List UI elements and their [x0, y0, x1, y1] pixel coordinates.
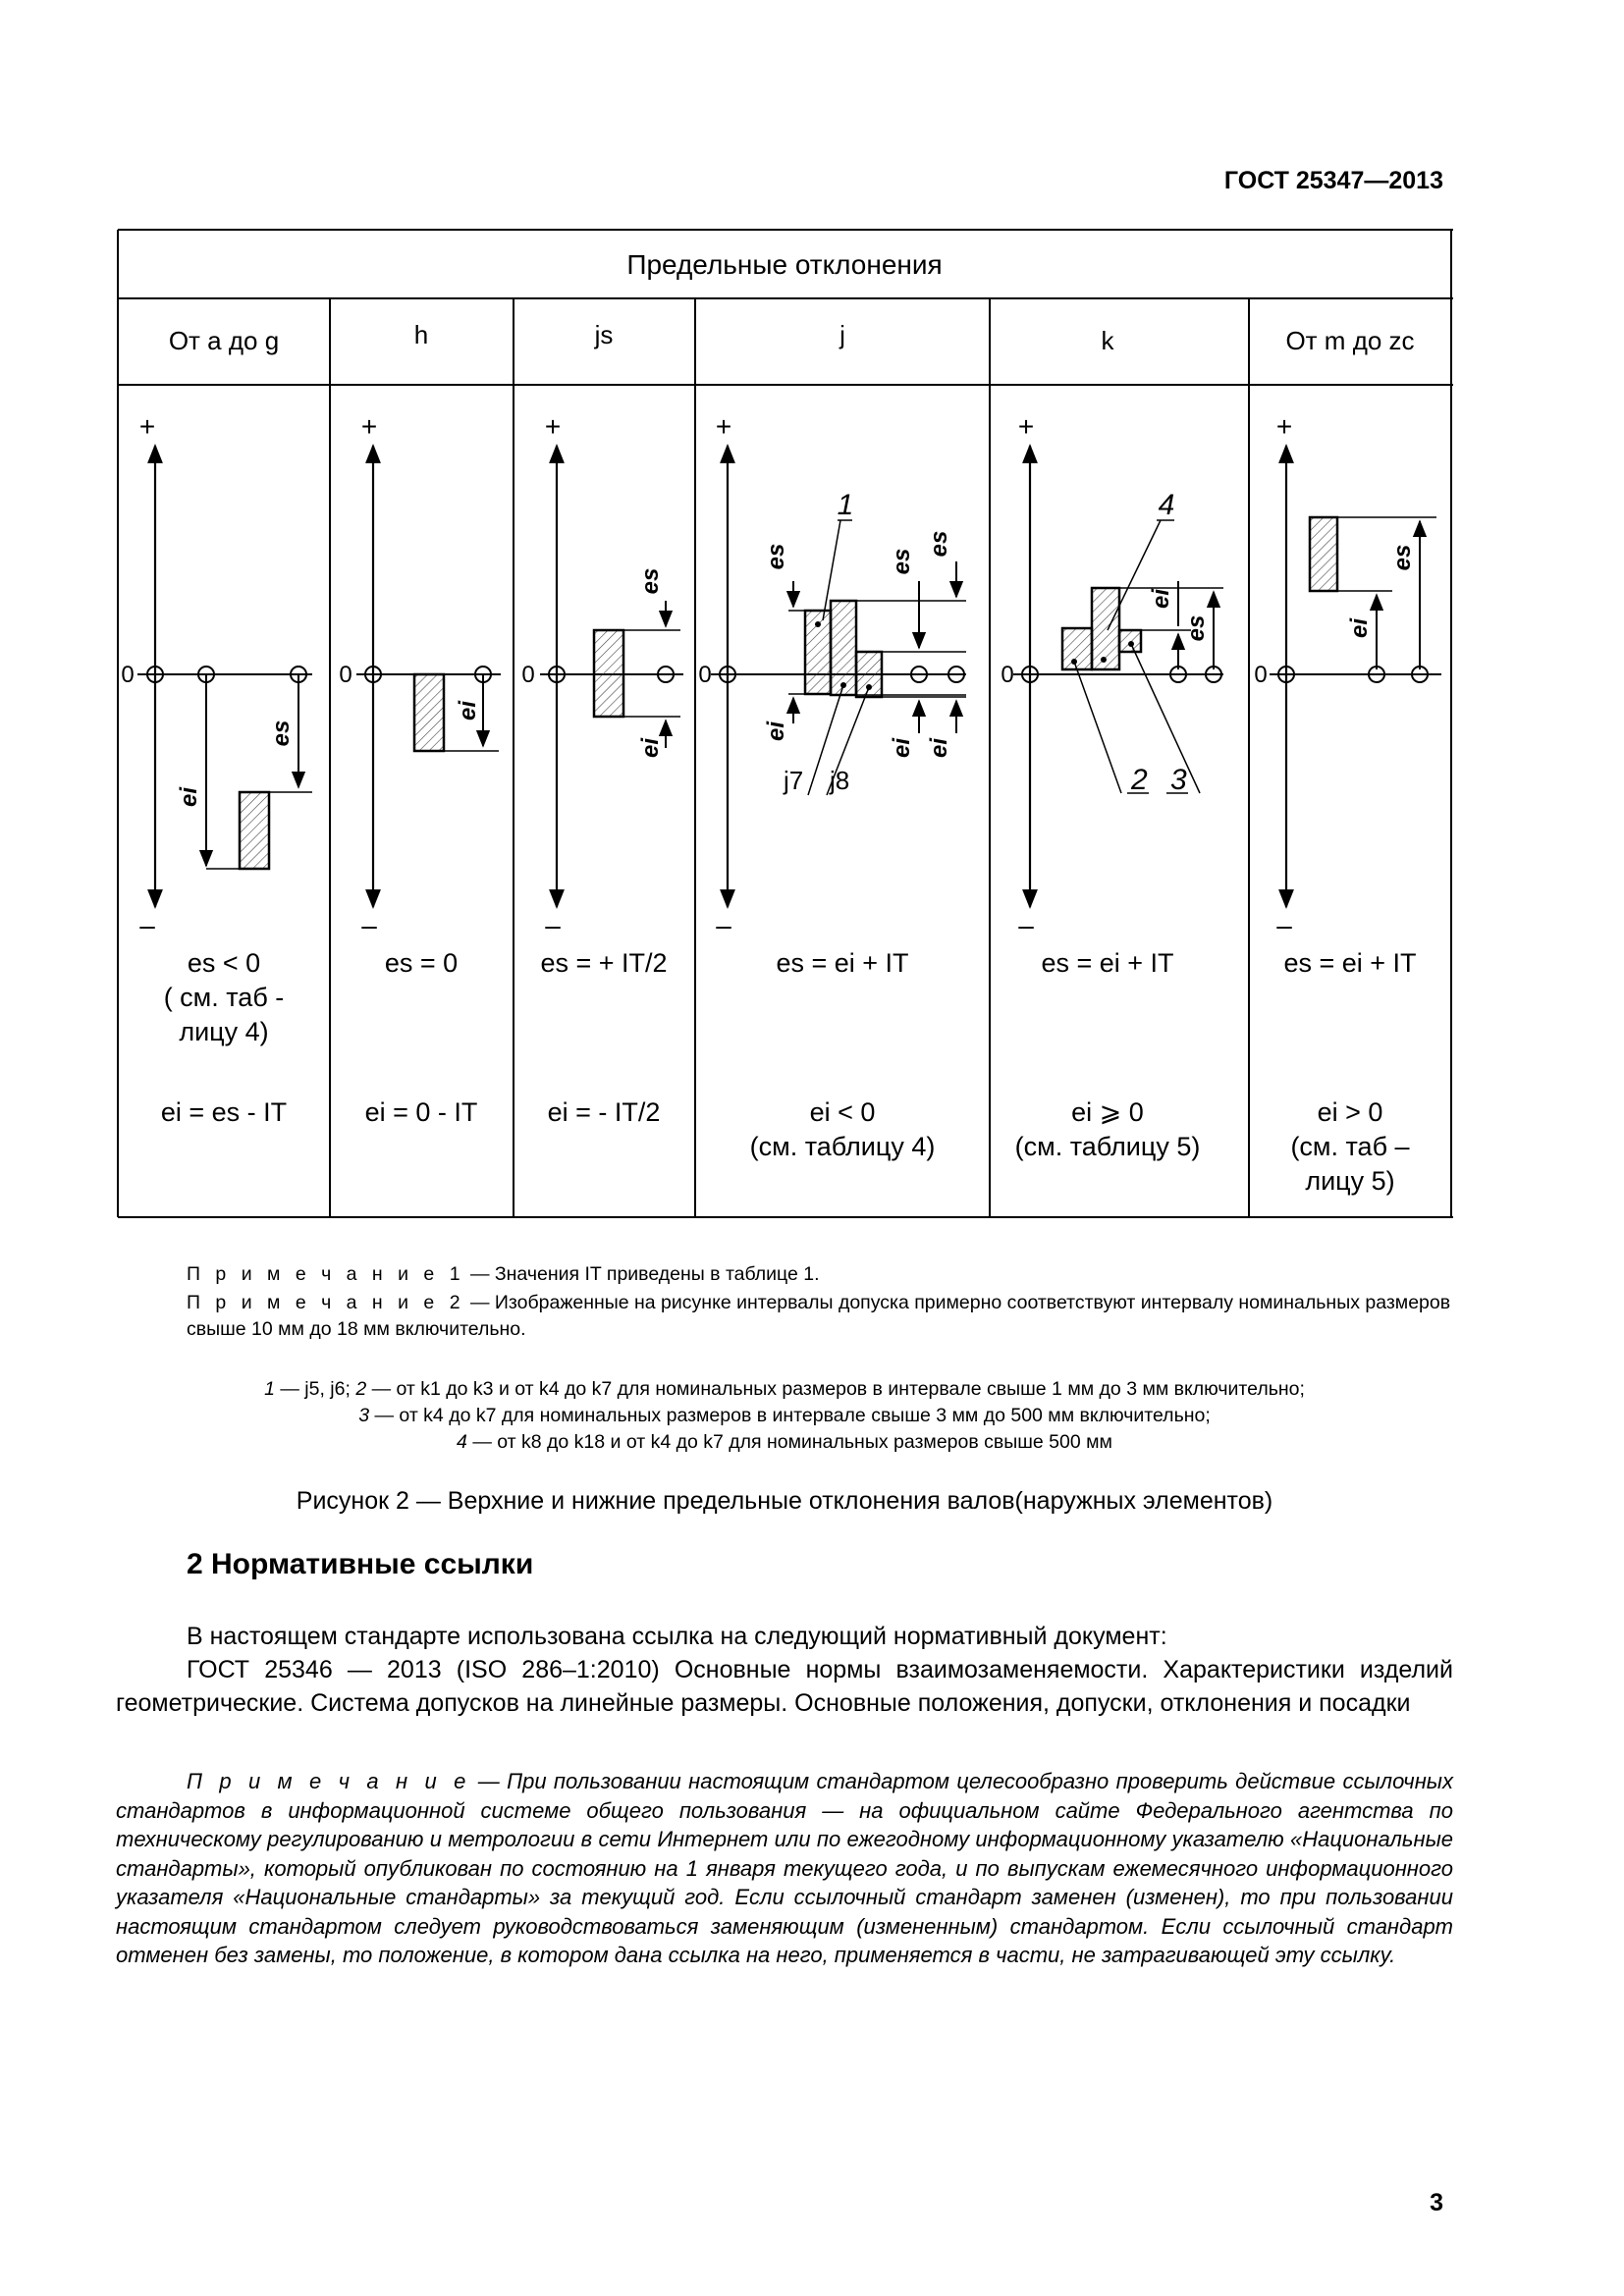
body-paragraph: В настоящем стандарте использована ссылка на следующий нормативный документ:: [187, 1623, 1167, 1650]
zero-label: 0: [121, 662, 135, 688]
formula-es-a-g-note2: лицу 4): [179, 1017, 269, 1046]
diagram-a-g: [121, 411, 312, 940]
note-text: — Значения IT приведены в таблице 1.: [464, 1263, 820, 1285]
diagram-h: [339, 411, 501, 940]
formula-ei-m-zc-note1: (см. таб –: [1290, 1132, 1410, 1161]
label-j7: j7: [784, 766, 804, 795]
zero-label: 0: [521, 662, 535, 688]
ei-label: ei: [637, 737, 664, 759]
legend-text: — от k4 до k7 для номинальных размеров в интервале свыше 3 мм до 500 мм включительно;: [369, 1405, 1211, 1426]
legend-text: — от k8 до k18 и от k4 до k7 для номинальных размеров свыше 500 мм: [466, 1431, 1112, 1453]
formula-es-h: es = 0: [384, 948, 459, 978]
formula-ei-a-g: ei = es - IT: [160, 1097, 288, 1127]
legend-line: [116, 1376, 1453, 1403]
figure-caption: Рисунок 2 — Верхние и нижние предельные отклонения валов(наружных элементов): [296, 1487, 1273, 1515]
plus-sign: +: [360, 411, 378, 442]
diagram-m-zc: [1254, 411, 1441, 940]
legend-text: — от k1 до k3 и от k4 до k7 для номинальных размеров в интервале свыше 1 мм до 3 мм включительно;: [366, 1378, 1305, 1400]
plus-sign: +: [138, 411, 156, 442]
es-label: es: [763, 543, 789, 570]
ei-label: ei: [1346, 617, 1373, 639]
es-label: es: [889, 548, 915, 575]
formula-ei-m-zc: ei > 0: [1317, 1097, 1383, 1127]
col-header-k: k: [1101, 326, 1114, 355]
formula-ei-j-note: (см. таблицу 4): [749, 1132, 936, 1161]
figure-notes: [116, 1261, 1453, 1343]
plus-sign: +: [544, 411, 562, 442]
diagram-k: [1001, 411, 1223, 940]
es-label: es: [637, 567, 664, 595]
col-header-j: j: [839, 320, 845, 349]
note-1: [116, 1261, 1453, 1288]
legend-text: — j5, j6;: [274, 1378, 356, 1400]
legend-number: 3: [358, 1405, 370, 1426]
legend-number: 1: [264, 1378, 275, 1400]
legend-number: 2: [355, 1378, 367, 1400]
callout-3: 3: [1170, 764, 1187, 796]
reference-note: [116, 1767, 1453, 1970]
ei-label: ei: [176, 786, 202, 808]
ei-label: ei: [926, 737, 952, 759]
minus-sign: –: [545, 910, 561, 940]
es-label: es: [1183, 614, 1210, 642]
formula-ei-h: ei = 0 - IT: [364, 1097, 478, 1127]
note-2: [116, 1290, 1453, 1343]
col-header-m-zc: От m до zc: [1285, 326, 1415, 355]
plus-sign: +: [1017, 411, 1035, 442]
note-text: — При пользовании настоящим стандартом целесообразно проверить действие ссылочных стандартов в информационной системе общего пользования — на официальном сайте Федерального агентства по техническому регулированию и метрологии в сети Интернет или по ежегодному информационному указателю «Национальные стандарты», который опубликован по состоянию на 1 января текущего года, и по выпускам ежемесячного информационного указателя «Национальные стандарты» за текущий год. Если ссылочный стандарт заменен (изменен), то при пользовании настоящим стандартом следует руководствоваться заменяющим (измененным) стандартом. Если ссылочный стандарт отменен без замены, то положение, в котором дана ссылка на него, применяется в части, не затрагивающей эту ссылку.: [116, 1769, 1453, 1967]
deviations-diagram: [116, 228, 1453, 1219]
plus-sign: +: [715, 411, 732, 442]
formula-ei-m-zc-note2: лицу 5): [1305, 1166, 1395, 1196]
minus-sign: –: [139, 910, 155, 940]
document-code: ГОСТ 25347—2013: [1223, 167, 1443, 194]
formula-es-m-zc: es = ei + IT: [1283, 948, 1417, 978]
zero-label: 0: [1254, 662, 1268, 688]
section-body: [116, 1620, 1453, 1720]
col-header-js: js: [594, 320, 614, 349]
body-paragraph: ГОСТ 25346 — 2013 (ISO 286–1:2010) Основные нормы взаимозаменяемости. Характеристики изделий геометрические. Система допусков на линейные размеры. Основные положения, допуски, отклонения и посадки: [116, 1656, 1453, 1717]
formula-rows: [161, 948, 1417, 1196]
formula-es-a-g-note1: ( см. таб -: [163, 983, 285, 1012]
diagram-j: [698, 411, 966, 940]
col-header-h: h: [413, 320, 429, 349]
legend-line: [116, 1429, 1453, 1456]
diagram-js: [521, 411, 683, 940]
formula-es-a-g: es < 0: [187, 948, 261, 978]
ei-label: ei: [455, 700, 481, 721]
col-header-a-g: От a до g: [168, 326, 280, 355]
callout-1: 1: [837, 489, 854, 521]
note-label: П р и м е ч а н и е 1: [187, 1263, 465, 1285]
note-label: П р и м е ч а н и е: [187, 1769, 471, 1793]
zero-label: 0: [1001, 662, 1014, 688]
minus-sign: –: [1018, 910, 1034, 940]
es-label: es: [1389, 544, 1416, 571]
ei-label: ei: [889, 737, 915, 759]
callout-2: 2: [1131, 764, 1148, 796]
plus-sign: +: [1275, 411, 1293, 442]
formula-ei-k-note: (см. таблицу 5): [1014, 1132, 1201, 1161]
zero-label: 0: [698, 662, 712, 688]
ei-label: ei: [1148, 588, 1174, 610]
section-heading: 2 Нормативные ссылки: [187, 1548, 534, 1580]
deviations-figure: [116, 228, 1453, 1219]
callout-4: 4: [1158, 489, 1175, 521]
figure-legend: [116, 1376, 1453, 1456]
formula-es-j: es = ei + IT: [776, 948, 909, 978]
label-j8: j8: [830, 766, 850, 795]
legend-line: [116, 1403, 1453, 1429]
minus-sign: –: [1276, 910, 1292, 940]
zero-label: 0: [339, 662, 352, 688]
es-label: es: [268, 720, 295, 747]
formula-ei-js: ei = - IT/2: [547, 1097, 661, 1127]
minus-sign: –: [361, 910, 377, 940]
formula-ei-k: ei ⩾ 0: [1071, 1097, 1144, 1127]
formula-es-js: es = + IT/2: [540, 948, 668, 978]
page-number: 3: [1430, 2189, 1443, 2216]
note-text: — Изображенные на рисунке интервалы допуска примерно соответствуют интервалу номинальных размеров свыше 10 мм до 18 мм включительно.: [187, 1292, 1451, 1340]
figure-title: Предельные отклонения: [626, 249, 943, 280]
ei-label: ei: [763, 721, 789, 742]
es-label: es: [926, 530, 952, 558]
minus-sign: –: [716, 910, 731, 940]
formula-es-k: es = ei + IT: [1041, 948, 1174, 978]
formula-ei-j: ei < 0: [809, 1097, 876, 1127]
legend-number: 4: [457, 1431, 467, 1453]
note-label: П р и м е ч а н и е 2: [187, 1292, 465, 1313]
